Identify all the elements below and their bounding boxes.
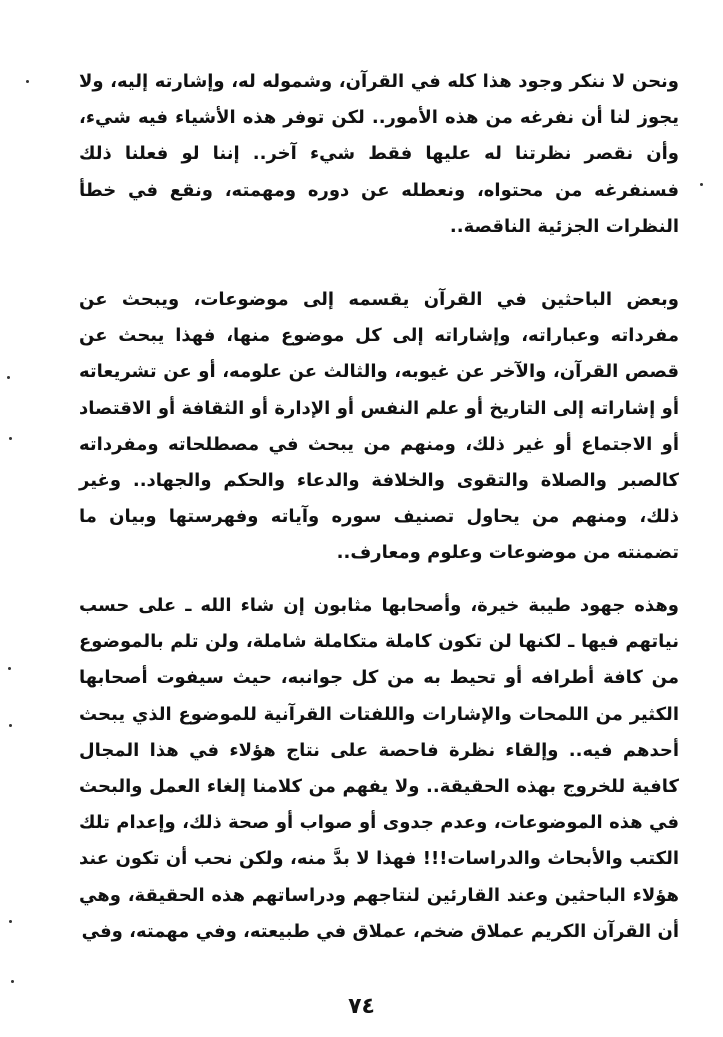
margin-speck [11,980,14,983]
paragraph-2: وبعض الباحثين في القرآن يقسمه إلى موضوعات، ويبحث عن مفرداته وعباراته، وإشاراته إلى كل موضوع منها، فهذا يبحث عن قصص القرآن، والآخر عن غيوبه، والثالث عن علومه، أو عن تشريعاته أو إشاراته إلى التاريخ أو علم النفس أو الإدارة أو الثقافة أو الاقتصاد أو الاجتماع أو غير ذلك، ومنهم من يبحث في مصطلحاته ومفرداته كالصبر والصلاة والتقوى والخلافة والدعاء والحكم والجهاد.. وغير ذلك، ومنهم من يحاول تصنيف سوره وآياته وفهرستها وبيان ما تضمنته من موضوعات وعلوم ومعارف.. [79,289,679,564]
margin-speck [8,667,11,670]
margin-speck [7,376,10,379]
margin-speck [700,183,703,186]
paragraph-3: وهذه جهود طيبة خيرة، وأصحابها مثابون إن شاء الله ـ على حسب نياتهم فيها ـ لكنها لن تكون كاملة متكاملة شاملة، ولن تلم بالموضوع من كافة أطرافه أو تحيط به من كل جوانبه، حيث سيفوت أصحابها الكثير من اللمحات والإشارات واللفتات القرآنية للموضوع الذي يبحث أحدهم فيه.. وإلقاء نظرة فاحصة على نتاج هؤلاء في هذا المجال كافية للخروج بهذه الحقيقة.. ولا يفهم من كلامنا إلغاء العمل والبحث في هذه الموضوعات، وعدم جدوى أو صواب أو صحة ذلك، وإعدام تلك الكتب والأبحاث والدراسات!!! فهذا لا بدَّ منه، ولكن نحب أن تكون عند هؤلاء الباحثين وعند القارئين لنتاجهم ودراساتهم هذه الحقيقة، وهي أن القرآن الكريم عملاق ضخم، عملاق في طبيعته، وفي مهمته، وفي [79,595,679,942]
paragraph-1: ونحن لا ننكر وجود هذا كله في القرآن، وشموله له، وإشارته إليه، ولا يجوز لنا أن نفرغه من هذه الأمور.. لكن توفر هذه الأشياء فيه شيء، وأن نقصر نظرتنا له عليها فقط شيء آخر.. إننا لو فعلنا ذلك فسنفرغه من محتواه، ونعطله عن دوره ومهمته، ونقع في خطأ النظرات الجزئية الناقصة.. [79,71,679,237]
margin-speck [9,920,12,923]
margin-speck [26,80,29,83]
margin-speck [9,437,12,440]
margin-speck [9,724,12,727]
page-number: ٧٤ [348,994,375,1019]
